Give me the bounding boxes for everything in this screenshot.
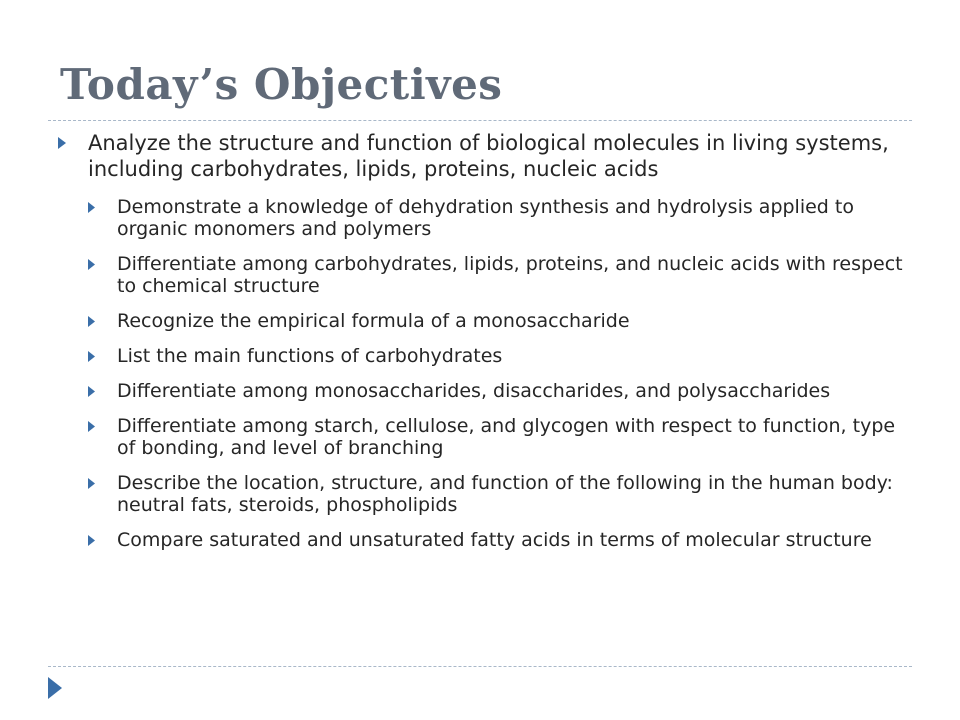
sub-objectives-list — [56, 196, 906, 551]
triangle-right-icon — [48, 677, 62, 699]
sub-objective — [84, 310, 906, 332]
sub-objective — [84, 196, 906, 240]
triangle-right-icon — [88, 472, 98, 494]
main-objective-text: Analyze the structure and function of biological molecules in living systems, including carbohydrates, lipids, proteins, nucleic acids — [88, 131, 889, 181]
sub-objective — [84, 529, 906, 551]
sub-objective — [84, 415, 906, 459]
triangle-right-icon — [88, 345, 98, 367]
sub-objective-text: Differentiate among monosaccharides, disaccharides, and polysaccharides — [117, 380, 831, 402]
triangle-right-icon — [88, 529, 98, 551]
sub-objective-text: Describe the location, structure, and function of the following in the human body: neutral fats, steroids, phospholipids — [117, 472, 893, 516]
slide-title: Today’s Objectives — [60, 60, 503, 109]
triangle-right-icon — [88, 253, 98, 275]
sub-objective-text: Recognize the empirical formula of a monosaccharide — [117, 310, 630, 332]
title-divider — [48, 120, 912, 121]
sub-objective — [84, 345, 906, 367]
main-objective — [56, 130, 906, 182]
sub-objective — [84, 472, 906, 516]
triangle-right-icon — [88, 415, 98, 437]
sub-objective-text: List the main functions of carbohydrates — [117, 345, 503, 367]
triangle-right-icon — [88, 380, 98, 402]
sub-objectives-container — [56, 196, 906, 551]
sub-objective — [84, 380, 906, 402]
triangle-right-icon — [88, 196, 98, 218]
sub-objective-text: Differentiate among carbohydrates, lipids, proteins, and nucleic acids with respect to chemical structure — [117, 253, 903, 297]
sub-objective-text: Demonstrate a knowledge of dehydration synthesis and hydrolysis applied to organic monomers and polymers — [117, 196, 854, 240]
triangle-right-icon — [58, 130, 68, 156]
sub-objective-text: Differentiate among starch, cellulose, and glycogen with respect to function, type of bonding, and level of branching — [117, 415, 896, 459]
sub-objective — [84, 253, 906, 297]
triangle-right-icon — [88, 310, 98, 332]
sub-objective-text: Compare saturated and unsaturated fatty acids in terms of molecular structure — [117, 529, 872, 551]
footer-divider — [48, 666, 912, 667]
objectives-list — [56, 130, 906, 564]
